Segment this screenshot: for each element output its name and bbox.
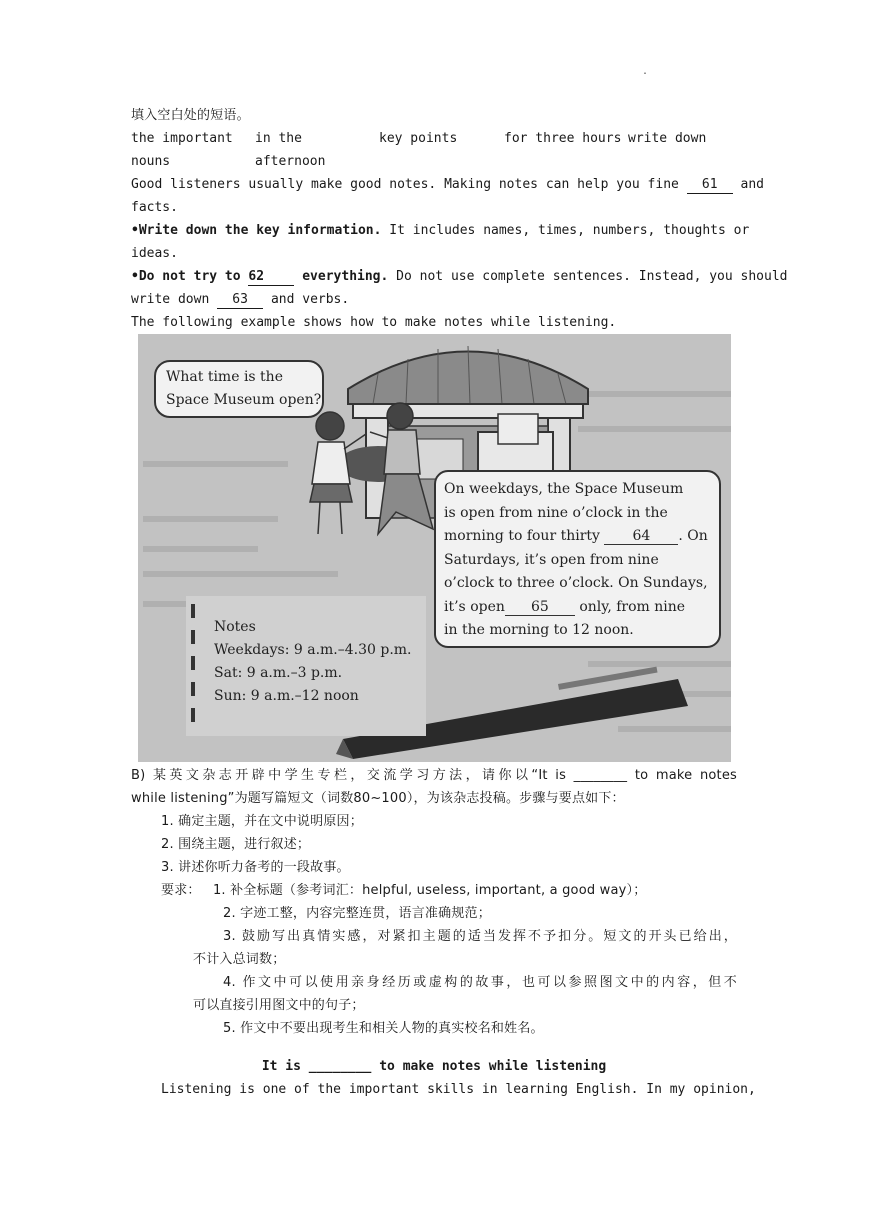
essay-opening: Listening is one of the important skills in learning English. In my opinion, — [161, 1082, 756, 1097]
requirement-text: 1. 补全标题（参考词汇：helpful, useless, important, a good way）； — [212, 883, 647, 898]
binder-mark — [191, 656, 195, 670]
blank-65: 65 — [505, 599, 575, 616]
bullet-heading: everything. — [302, 269, 389, 284]
binder-mark — [191, 682, 195, 696]
info-line: is open from nine o’clock in the — [444, 504, 668, 521]
step-1: 1. 确定主题，并在文中说明原因； — [161, 814, 363, 829]
bullet-heading: •Write down the key information. — [131, 223, 382, 238]
notes-line: Sun: 9 a.m.–12 noon — [214, 688, 359, 704]
binder-mark — [191, 708, 195, 722]
essay-title: It is ________ to make notes while listening — [261, 1059, 607, 1074]
requirement-2: 2. 字迹工整，内容完整连贯，语言准确规范； — [223, 906, 491, 921]
section-b-intro-2: while listening”为题写篇短文（词数80~100），为该杂志投稿。步骤与要点如下： — [131, 791, 625, 806]
info-line: in the morning to 12 noon. — [444, 622, 634, 638]
document-body — [131, 104, 788, 334]
section-b — [131, 764, 756, 1101]
requirement-label: 要求： — [161, 883, 201, 898]
option-the-important: the important — [131, 131, 233, 146]
passage-line-7: The following example shows how to make notes while listening. — [131, 315, 617, 330]
info-text: only, from nine — [579, 598, 686, 615]
passage-line-4: ideas. — [131, 246, 178, 261]
requirement-4a: 4. 作文中可以使用亲身经历或虚构的故事，也可以参照图文中的内容，但不 — [223, 975, 737, 990]
option-for-three-hours: for three hours — [504, 131, 622, 146]
page-mark: . — [642, 66, 649, 77]
requirement-4b: 可以直接引用图文中的句子； — [193, 998, 365, 1013]
blank-63: 63 — [217, 292, 263, 309]
blank-62: 62 — [248, 269, 294, 286]
notes-line: Weekdays: 9 a.m.–4.30 p.m. — [214, 642, 412, 658]
info-text: it’s open — [444, 598, 505, 615]
requirement-3a: 3. 鼓励写出真情实感，对紧扣主题的适当发挥不予扣分。短文的开头已给出， — [223, 929, 737, 944]
option-write-down-nouns-part1: write down — [628, 131, 707, 146]
answer-bubble — [434, 470, 721, 648]
passage-text: Good listeners usually make good notes. Making notes can help you fine — [131, 177, 679, 192]
blank-64: 64 — [604, 528, 678, 545]
info-text: . On — [678, 528, 708, 544]
notes-card — [186, 596, 426, 736]
step-3: 3. 讲述你听力备考的一段故事。 — [161, 860, 350, 875]
requirement-1 — [131, 879, 737, 902]
step-2: 2. 围绕主题，进行叙述； — [161, 837, 311, 852]
passage-line-2: facts. — [131, 200, 178, 215]
passage-text: Do not use complete sentences. Instead, you should — [396, 269, 788, 284]
option-in-the-afternoon-part2: afternoon — [255, 154, 326, 169]
question-bubble — [154, 360, 324, 418]
info-text: morning to four thirty — [444, 528, 600, 544]
requirement-3b: 不计入总词数； — [193, 952, 286, 967]
option-write-down-nouns-part2: nouns — [131, 154, 171, 169]
passage-line-1 — [131, 173, 765, 196]
bubble-line: Space Museum open? — [166, 392, 322, 408]
info-line — [444, 596, 719, 620]
requirement-5: 5. 作文中不要出现考生和相关人物的真实校名和姓名。 — [223, 1021, 544, 1036]
passage-line-3 — [131, 219, 750, 242]
blank-61: 61 — [687, 177, 733, 194]
bullet-heading: •Do not try to — [131, 269, 241, 284]
option-in-the-afternoon-part1: in the — [255, 131, 302, 146]
info-line: o’clock to three o’clock. On Sundays, — [444, 575, 708, 591]
passage-text: It includes names, times, numbers, thoughts or — [389, 223, 750, 238]
passage-text: and verbs. — [270, 292, 350, 307]
section-b-intro-1: B) 某英文杂志开辟中学生专栏，交流学习方法，请你以“It is ________ to make notes — [131, 768, 737, 783]
notes-line: Sat: 9 a.m.–3 p.m. — [214, 665, 343, 681]
passage-line-6 — [131, 288, 737, 311]
info-line — [444, 525, 719, 549]
info-line: Saturdays, it’s open from nine — [444, 551, 659, 568]
binder-mark — [191, 604, 195, 618]
instruction: 填入空白处的短语。 — [131, 108, 250, 123]
bubble-line: What time is the — [166, 369, 283, 385]
option-key-points: key points — [379, 131, 458, 146]
passage-text: write down — [131, 292, 210, 307]
passage-line-5 — [131, 265, 788, 288]
passage-text: and — [740, 177, 765, 192]
binder-mark — [191, 630, 195, 644]
info-line: On weekdays, the Space Museum — [444, 481, 684, 497]
notes-title: Notes — [214, 619, 256, 635]
option-box — [131, 127, 737, 173]
space-museum-illustration — [138, 334, 731, 762]
